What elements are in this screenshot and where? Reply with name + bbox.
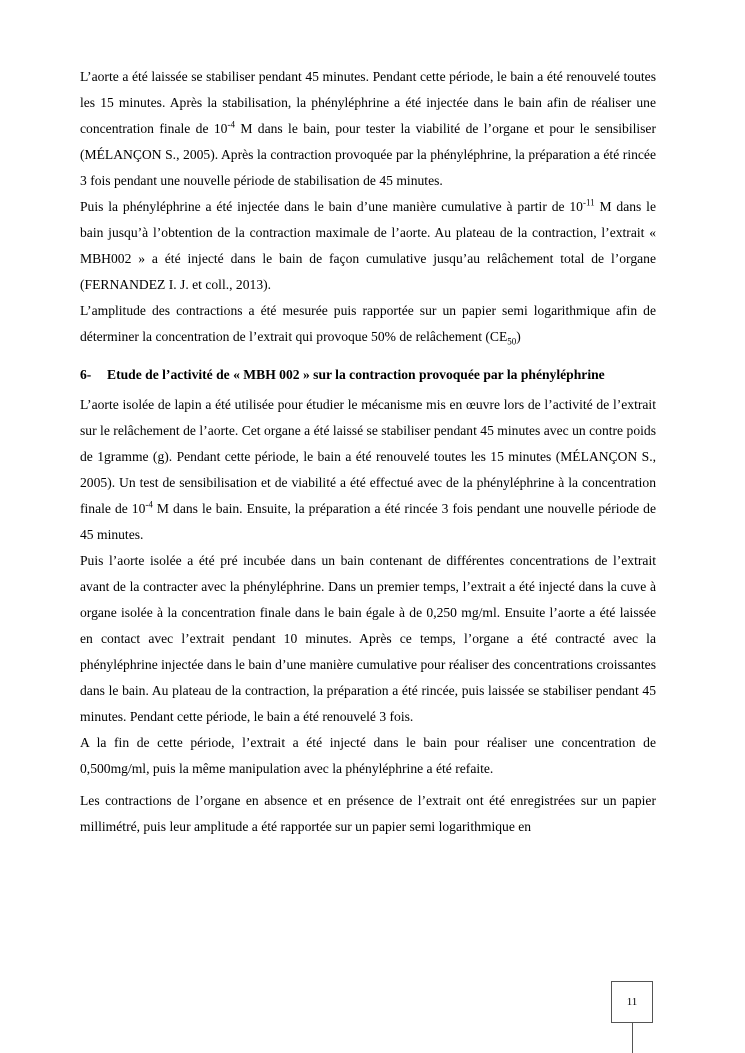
- page-body: [80, 64, 656, 840]
- page-number-rule: [632, 1023, 633, 1053]
- superscript-exponent: -11: [582, 197, 595, 208]
- subscript-index: 50: [507, 336, 517, 347]
- text-run: M dans le bain jusqu’à l’obtention de la contraction maximale de l’aorte. Au plateau de la contraction, l’extrait « MBH002 » a été injecté dans le bain de façon cumulative jusqu’au relâchement total de l’organe (FERNANDEZ I. J. et coll., 2013).: [80, 199, 656, 292]
- page-number: 11: [626, 996, 638, 1008]
- section-title: Etude de l’activité de « MBH 002 » sur la contraction provoquée par la phényléphrine: [107, 367, 605, 382]
- paragraph-cumulative-injection: [80, 194, 656, 298]
- paragraph-second-concentration: A la fin de cette période, l’extrait a été injecté dans le bain pour réaliser une concentration de 0,500mg/ml, puis la même manipulation avec la phényléphrine a été refaite.: [80, 735, 656, 776]
- text-run: L’aorte isolée de lapin a été utilisée pour étudier le mécanisme mis en œuvre lors de l’activité de l’extrait sur le relâchement de l’aorte. Cet organe a été laissé se stabiliser pendant 45 minutes avec un contre poids de 1gramme (g). Pendant cette période, le bain a été renouvelé toutes les 15 minutes (MÉLANÇON S., 2005). Un test de sensibilisation et de viabilité a été effectué avec de la phényléphrine à la concentration finale de 10: [80, 397, 656, 516]
- paragraph-recordings: Les contractions de l’organe en absence et en présence de l’extrait ont été enregistrées sur un papier millimétré, puis leur amplitude a été rapportée sur un papier semi logarithmique en: [80, 793, 656, 834]
- text-run: ): [516, 329, 521, 344]
- section-number: 6-: [80, 367, 92, 382]
- text-run: L’amplitude des contractions a été mesurée puis rapportée sur un papier semi logarithmique afin de déterminer la concentration de l’extrait qui provoque 50% de relâchement (CE: [80, 303, 656, 344]
- superscript-exponent: -4: [145, 499, 153, 510]
- text-run: Puis la phényléphrine a été injectée dans le bain d’une manière cumulative à partir de 10: [80, 199, 583, 214]
- paragraph-pre-incubation: Puis l’aorte isolée a été pré incubée dans un bain contenant de différentes concentrations de l’extrait avant de la contracter avec la phényléphrine. Dans un premier temps, l’extrait a été injecté dans la cuve à organe isolée à la concentration finale dans le bain égale à de 0,250 mg/ml. Ensuite l’aorte a été laissée en contact avec l’extrait pendant 10 minutes. Après ce temps, l’organe a été contracté avec la phényléphrine injectée dans le bain d’une manière cumulative pour réaliser des concentrations croissantes dans le bain. Au plateau de la contraction, la préparation a été rincée, puis laissée se stabiliser pendant 45 minutes. Pendant cette période, le bain a été renouvelé 3 fois.: [80, 553, 657, 724]
- paragraph-stabilisation: [80, 64, 656, 194]
- text-run: L’aorte a été laissée se stabiliser pendant 45 minutes. Pendant cette période, le bain a été renouvelé toutes les 15 minutes. Après la stabilisation, la phényléphrine a été injectée dans le bain afin de réaliser une concentration finale de 10: [80, 69, 656, 136]
- superscript-exponent: -4: [227, 119, 235, 130]
- page-number-box: [611, 981, 653, 1023]
- paragraph-isolated-aorta: [80, 392, 656, 548]
- text-run: M dans le bain, pour tester la viabilité de l’organe et pour le sensibiliser (MÉLANÇON S., 2005). Après la contraction provoquée par la phényléphrine, la préparation a été rincée 3 fois pendant une nouvelle période de stabilisation de 45 minutes.: [80, 121, 656, 188]
- paragraph-amplitude: [80, 298, 656, 350]
- text-run: M dans le bain. Ensuite, la préparation a été rincée 3 fois pendant une nouvelle période de 45 minutes.: [80, 501, 656, 542]
- section-heading: [80, 362, 656, 388]
